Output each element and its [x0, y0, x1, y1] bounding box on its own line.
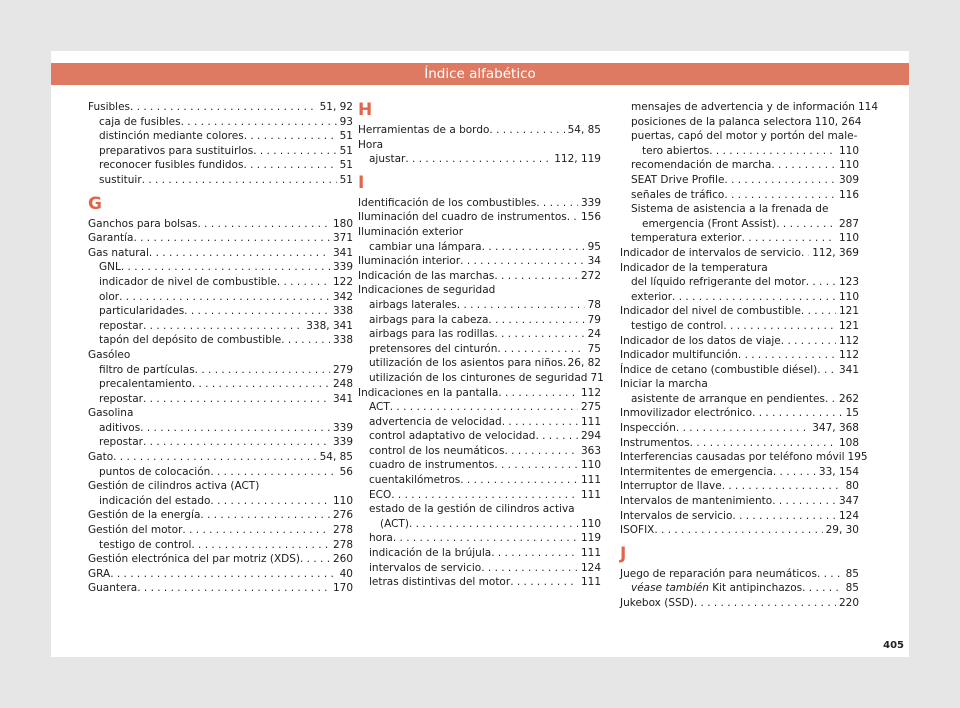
- index-entry: Intervalos de mantenimiento . . . 347: [620, 494, 859, 509]
- index-subentry: pretensores del cinturón . . . 75: [358, 342, 601, 357]
- index-heading-entry: Gasóleo: [88, 348, 131, 361]
- index-subentry: intervalos de servicio . . . 124: [358, 561, 601, 576]
- index-column-3: [620, 100, 878, 611]
- see-also-target: Kit antipinchazos: [712, 582, 803, 595]
- index-entry: Iluminación interior . . . 34: [358, 254, 601, 269]
- section-letter-j: J: [620, 543, 627, 564]
- index-page: [51, 51, 909, 657]
- index-entry: Interferencias causadas por teléfono móvil 195: [620, 451, 868, 464]
- index-entry: Indicador del nivel de combustible . . . 121: [620, 304, 859, 319]
- index-column-1: [88, 100, 353, 596]
- index-subentry-line: Sistema de asistencia a la frenada de: [631, 203, 829, 216]
- index-subentry: repostar . . . 339: [88, 435, 353, 450]
- index-subentry: control de los neumáticos . . . 363: [358, 444, 601, 459]
- index-heading-entry: Indicador de la temperatura: [620, 261, 768, 274]
- index-subentry: asistente de arranque en pendientes . . . 262: [620, 392, 859, 407]
- index-entry: GRA . . . 40: [88, 567, 353, 582]
- index-subentry: airbags para las rodillas . . . 24: [358, 327, 601, 342]
- section-letter-g: G: [88, 193, 102, 214]
- index-entry: Gestión del motor . . . 278: [88, 523, 353, 538]
- index-subentry: ajustar . . . 112, 119: [358, 152, 601, 167]
- index-entry: Indicación de las marchas . . . 272: [358, 269, 601, 284]
- index-subentry: temperatura exterior . . . 110: [620, 231, 859, 246]
- index-subentry: filtro de partículas . . . 279: [88, 363, 353, 378]
- index-subentry: reconocer fusibles fundidos . . . 51: [88, 158, 353, 173]
- index-subentry: (ACT) . . . 110: [358, 517, 601, 532]
- page-header: [51, 63, 909, 85]
- index-subentry: tero abiertos . . . 110: [620, 144, 859, 159]
- index-heading-entry: Gestión de cilindros activa (ACT): [88, 480, 260, 493]
- index-heading-entry: Iniciar la marcha: [620, 378, 708, 391]
- index-subentry: testigo de control . . . 278: [88, 538, 353, 553]
- index-subentry: puntos de colocación . . . 56: [88, 465, 353, 480]
- section-letter-i: I: [358, 172, 365, 193]
- index-subentry: letras distintivas del motor . . . 111: [358, 575, 601, 590]
- index-subentry: distinción mediante colores . . . 51: [88, 129, 353, 144]
- index-subentry: indicación de la brújula . . . 111: [358, 546, 601, 561]
- index-subentry: cambiar una lámpara . . . 95: [358, 240, 601, 255]
- index-entry: Fusibles . . . 51, 92: [88, 100, 353, 115]
- index-subentry: SEAT Drive Profile . . . 309: [620, 173, 859, 188]
- index-subentry: ACT . . . 275: [358, 400, 601, 415]
- index-subentry: utilización de los cinturones de seguridad 71: [369, 371, 604, 384]
- index-subentry: señales de tráfico . . . 116: [620, 188, 859, 203]
- index-entry: Índice de cetano (combustible diésel) . . . 341: [620, 363, 859, 378]
- index-subentry: olor . . . 342: [88, 290, 353, 305]
- index-entry: Instrumentos . . . 108: [620, 436, 859, 451]
- index-entry: Iluminación del cuadro de instrumentos . . . 156: [358, 210, 601, 225]
- section-letter-h: H: [358, 100, 373, 120]
- index-subentry: utilización de los asientos para niños . . . 26, 82: [358, 356, 601, 371]
- index-entry: ISOFIX . . . 29, 30: [620, 523, 859, 538]
- index-entry: Interruptor de llave . . . 80: [620, 479, 859, 494]
- index-entry: Inspección . . . 347, 368: [620, 421, 859, 436]
- index-see-also: véase también Kit antipinchazos . . . 85: [620, 581, 859, 596]
- index-entry: Garantía . . . 371: [88, 231, 353, 246]
- index-subentry: repostar . . . 341: [88, 392, 353, 407]
- index-subentry: testigo de control . . . 121: [620, 319, 859, 334]
- index-subentry: particularidades . . . 338: [88, 304, 353, 319]
- index-entry: Ganchos para bolsas . . . 180: [88, 217, 353, 232]
- index-entry: Identificación de los combustibles . . . 339: [358, 196, 601, 211]
- page-number: 405: [883, 640, 904, 651]
- index-subentry-line: estado de la gestión de cilindros activa: [369, 503, 575, 516]
- index-subentry: emergencia (Front Assist) . . . 287: [620, 217, 859, 232]
- index-entry: Indicaciones en la pantalla . . . 112: [358, 386, 601, 401]
- index-subentry: exterior . . . 110: [620, 290, 859, 305]
- index-entry: Guantera . . . 170: [88, 581, 353, 596]
- index-entry: Jukebox (SSD) . . . 220: [620, 596, 859, 611]
- index-subentry: mensajes de advertencia y de información 114: [631, 101, 878, 113]
- index-subentry: airbags laterales . . . 78: [358, 298, 601, 313]
- index-subentry: tapón del depósito de combustible . . . 338: [88, 333, 353, 348]
- page-title: Índice alfabético: [424, 66, 536, 82]
- index-subentry: cuentakilómetros . . . 111: [358, 473, 601, 488]
- index-column-2: [358, 100, 604, 590]
- index-heading-entry: Hora: [358, 138, 384, 151]
- index-heading-entry: Indicaciones de seguridad: [358, 284, 496, 297]
- index-subentry: precalentamiento . . . 248: [88, 377, 353, 392]
- index-subentry: recomendación de marcha . . . 110: [620, 158, 859, 173]
- index-subentry: caja de fusibles . . . 93: [88, 115, 353, 130]
- index-entry: Indicador de intervalos de servicio . . . 112, 369: [620, 246, 859, 261]
- index-subentry: hora . . . 119: [358, 531, 601, 546]
- index-entry: Gas natural . . . 341: [88, 246, 353, 261]
- index-subentry: control adaptativo de velocidad . . . 294: [358, 429, 601, 444]
- index-subentry: indicador de nivel de combustible . . . 122: [88, 275, 353, 290]
- index-subentry: airbags para la cabeza . . . 79: [358, 313, 601, 328]
- index-heading-entry: Iluminación exterior: [358, 225, 464, 238]
- index-subentry: indicación del estado . . . 110: [88, 494, 353, 509]
- index-subentry: aditivos . . . 339: [88, 421, 353, 436]
- index-subentry: sustituir . . . 51: [88, 173, 353, 188]
- index-entry: Indicador multifunción . . . 112: [620, 348, 859, 363]
- index-subentry: advertencia de velocidad . . . 111: [358, 415, 601, 430]
- index-subentry-line: puertas, capó del motor y portón del male-: [631, 130, 858, 143]
- index-subentry: GNL . . . 339: [88, 260, 353, 275]
- index-entry: Gestión de la energía . . . 276: [88, 508, 353, 523]
- index-subentry: ECO . . . 111: [358, 488, 601, 503]
- see-also-label: véase también: [631, 582, 709, 595]
- index-entry: Indicador de los datos de viaje . . . 112: [620, 334, 859, 349]
- index-entry: Intermitentes de emergencia . . . 33, 154: [620, 465, 859, 480]
- index-subentry: del líquido refrigerante del motor . . . 123: [620, 275, 859, 290]
- index-subentry: repostar . . . 338, 341: [88, 319, 353, 334]
- index-entry: Herramientas de a bordo . . . 54, 85: [358, 123, 601, 138]
- index-entry: Gato . . . 54, 85: [88, 450, 353, 465]
- index-entry: Inmovilizador electrónico . . . 15: [620, 406, 859, 421]
- index-heading-entry: Gasolina: [88, 407, 134, 420]
- index-subentry: cuadro de instrumentos . . . 110: [358, 458, 601, 473]
- index-subentry: preparativos para sustituirlos . . . 51: [88, 144, 353, 159]
- index-entry: Juego de reparación para neumáticos . . . 85: [620, 567, 859, 582]
- index-subentry: posiciones de la palanca selectora 110, 264: [631, 115, 862, 128]
- index-entry: Gestión electrónica del par motriz (XDS) . . . 260: [88, 552, 353, 567]
- index-entry: Intervalos de servicio . . . 124: [620, 509, 859, 524]
